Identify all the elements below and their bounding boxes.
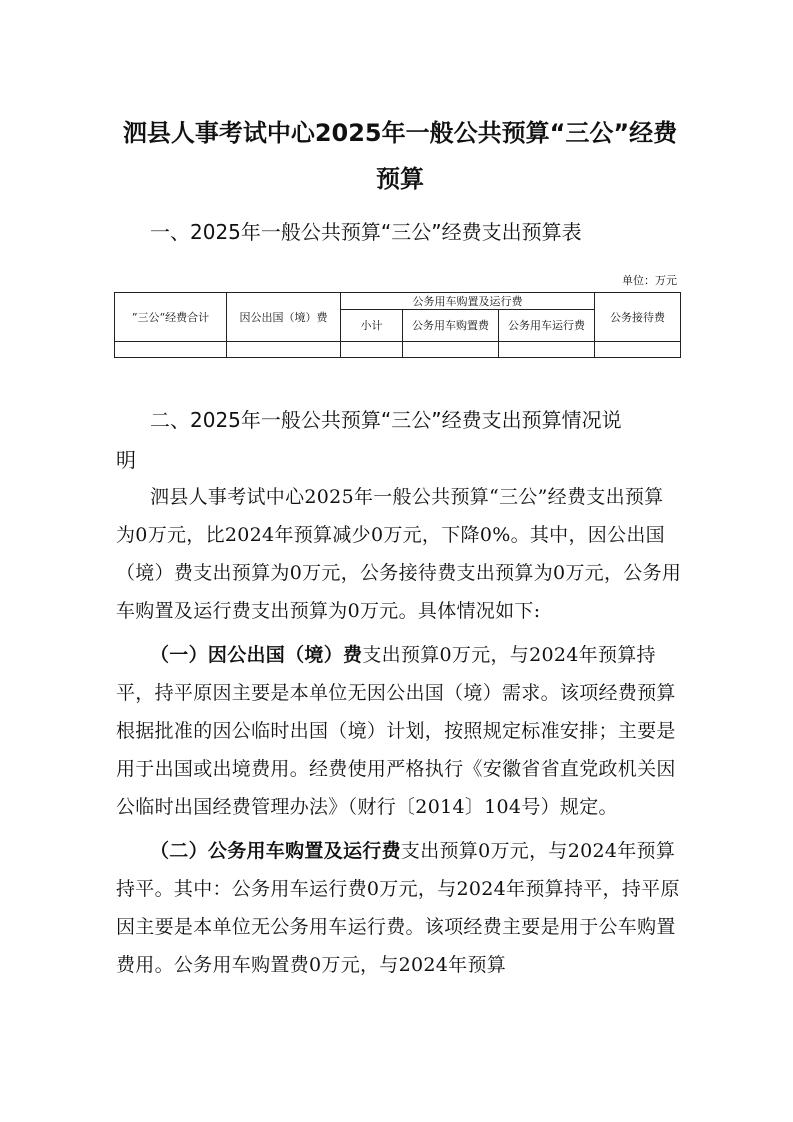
document-title bbox=[110, 110, 690, 202]
paragraph-abroad bbox=[116, 636, 682, 826]
header-purchase: 公务用车购置费 bbox=[403, 310, 499, 342]
header-total: ”三公“经费合计 bbox=[115, 293, 227, 342]
cell-reception bbox=[595, 342, 681, 358]
body-text bbox=[116, 478, 682, 984]
cell-operation bbox=[499, 342, 595, 358]
cell-subtotal bbox=[341, 342, 403, 358]
section2-heading-line-1: 二、2025年一般公共预算“三公”经费支出预算情况说 bbox=[150, 408, 622, 432]
paragraph-vehicle bbox=[116, 832, 682, 984]
paragraph-abroad-text: 支出预算0万元，与2024年预算持平，持平原因主要是本单位无因公出国（境）需求。该项经费预算根据批准的因公临时出国（境）计划，按照规定标准安排；主要是用于出国或出境费用。经费使用严格执行《安徽省省直党政机关因公临时出国经费管理办法》（财行〔2014〕104号）规定。 bbox=[116, 644, 676, 818]
table-row bbox=[115, 342, 681, 358]
title-line-1: 泗县人事考试中心2025年一般公共预算“三公”经费 bbox=[122, 119, 678, 147]
header-operation: 公务用车运行费 bbox=[499, 310, 595, 342]
header-vehicle-group: 公务用车购置及运行费 bbox=[341, 293, 595, 310]
intro-paragraph: 泗县人事考试中心2025年一般公共预算“三公”经费支出预算为0万元，比2024年预算减少0万元，下降0%。其中，因公出国（境）费支出预算为0万元，公务接待费支出预算为0万元，公务用车购置及运行费支出预算为0万元。具体情况如下: bbox=[116, 486, 682, 622]
header-subtotal: 小计 bbox=[341, 310, 403, 342]
paragraph-vehicle-heading: （二）公务用车购置及运行费 bbox=[150, 840, 401, 862]
title-line-2: 预算 bbox=[376, 165, 424, 193]
header-reception: 公务接待费 bbox=[595, 293, 681, 342]
section1-heading: 一、2025年一般公共预算“三公”经费支出预算表 bbox=[150, 220, 582, 244]
paragraph-vehicle-text: 支出预算0万元，与2024年预算持平。其中：公务用车运行费0万元，与2024年预算持平，持平原因主要是本单位无公务用车运行费。该项经费主要是用于公车购置费用。公务用车购置费0万元，与2024年预算 bbox=[116, 840, 680, 976]
section2-heading-line-2: 明 bbox=[116, 448, 136, 472]
unit-label: 单位：万元 bbox=[622, 274, 677, 287]
header-abroad: 因公出国（境）费 bbox=[227, 293, 341, 342]
section2-heading bbox=[116, 400, 682, 480]
cell-purchase bbox=[403, 342, 499, 358]
paragraph-abroad-heading: （一）因公出国（境）费 bbox=[150, 644, 363, 666]
budget-table bbox=[114, 292, 681, 358]
cell-abroad bbox=[227, 342, 341, 358]
cell-total bbox=[115, 342, 227, 358]
